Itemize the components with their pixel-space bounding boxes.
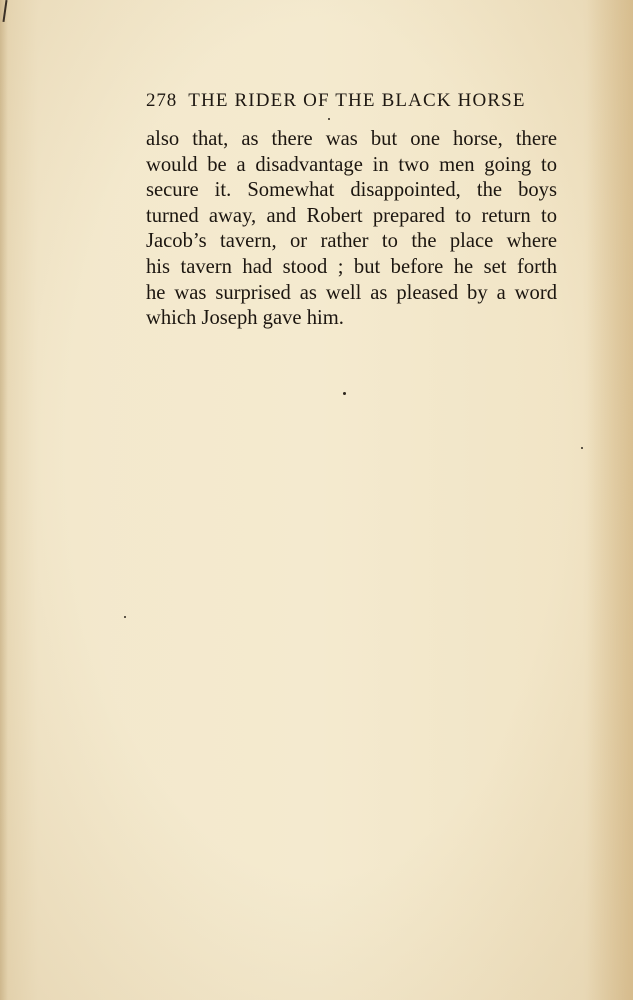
- text-line: secure it. Somewhat disappointed, the boys: [146, 179, 557, 202]
- ink-speck: [581, 447, 583, 449]
- text-line: Jacob’s tavern, or rather to the place where: [146, 230, 557, 253]
- running-title: THE RIDER OF THE BLACK HORSE: [188, 90, 526, 111]
- ink-speck: [124, 616, 126, 618]
- page-edge-shadow: [587, 0, 633, 1000]
- text-line: which Joseph gave him.: [146, 307, 344, 330]
- text-line: turned away, and Robert prepared to return to: [146, 204, 557, 227]
- text-line: also that, as there was but one horse, there: [146, 128, 557, 150]
- body-text: [146, 127, 557, 332]
- text-line: his tavern had stood ; but before he set forth: [146, 255, 557, 278]
- text-line: he was surprised as well as pleased by a word: [146, 281, 557, 304]
- page-number: 278: [146, 90, 178, 111]
- page-gutter-shadow: [0, 0, 8, 1000]
- ink-speck: [328, 118, 330, 120]
- text-line: would be a disadvantage in two men going to: [146, 153, 557, 176]
- running-header: [146, 90, 542, 112]
- ink-speck: [343, 392, 346, 395]
